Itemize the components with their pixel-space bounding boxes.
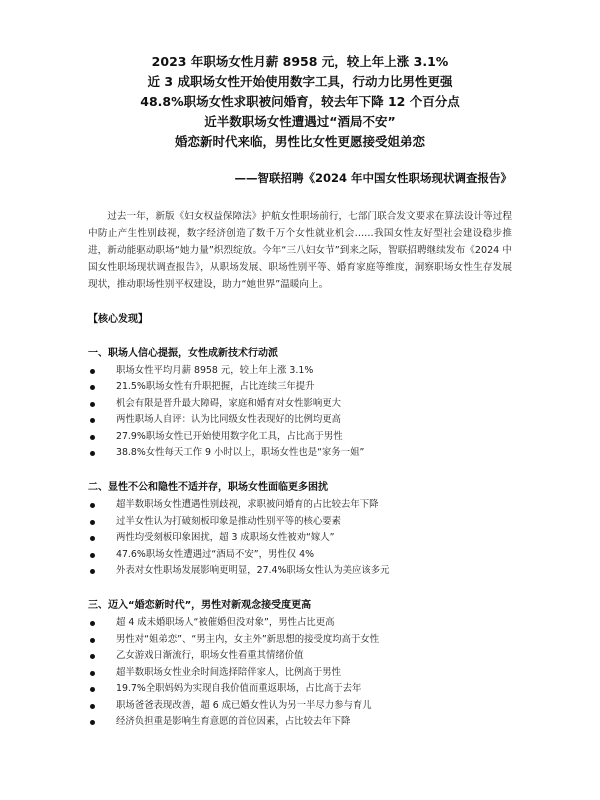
- section-title: 三、迈入“婚恋新时代”，男性对新观念接受度更高: [88, 600, 312, 612]
- bullet-list: [88, 363, 512, 461]
- bullet-item: 超半数职场女性业余时间选择陪伴家人，比例高于男性: [88, 665, 512, 681]
- bullet-item: 47.6%职场女性遭遇过“酒局不安”，男性仅 4%: [88, 547, 512, 563]
- findings-section-1: [88, 346, 512, 461]
- bullet-list: [88, 615, 512, 730]
- bullet-item: 职场爸爸表现改善，超 6 成已婚女性认为另一半尽力参与育儿: [88, 698, 512, 714]
- headline: 近 3 成职场女性开始使用数字工具，行动力比男性更强: [147, 74, 453, 89]
- bullet-item: 38.8%女性每天工作 9 小时以上，职场女性也是“家务一姐”: [88, 445, 512, 461]
- bullet-item: 两性均受刻板印象困扰，超 3 成职场女性被劝“嫁人”: [88, 530, 512, 546]
- bullet-item: 两性职场人自评：认为比同级女性表现好的比例均更高: [88, 412, 512, 428]
- core-findings-title: 【核心发现】: [88, 314, 148, 325]
- headline: 2023 年职场女性月薪 8958 元，较上年上涨 3.1%: [151, 54, 449, 69]
- intro-paragraph: 过去一年，新版《妇女权益保障法》护航女性职场前行，七部门联合发文要求在算法设计等过程中防止产生性别歧视，数字经济创造了数千万个女性就业机会……我国女性友好型社会建设稳步推进，新动能驱动职场“她力量”炽烈绽放。今年“三八妇女节”到来之际，智联招聘继续发布《2024 中国女性职场现状调查报告》，从职场发展、职场性别平等、婚育家庭等维度，洞察职场女性生存发展现状，推动职场性别平权建设，助力“她世界”温暖向上。: [88, 211, 512, 290]
- bullet-item: 乙女游戏日渐流行，职场女性看重其情绪价值: [88, 648, 512, 664]
- bullet-item: 男性对“姐弟恋”、“男主内，女主外”新思想的接受度均高于女性: [88, 632, 512, 648]
- bullet-list: [88, 497, 512, 579]
- bullet-item: 21.5%职场女性有升职把握，占比连续三年提升: [88, 379, 512, 395]
- headline: 48.8%职场女性求职被问婚育，较去年下降 12 个百分点: [140, 94, 460, 109]
- bullet-item: 外表对女性职场发展影响更明显，27.4%职场女性认为美应该多元: [88, 563, 512, 579]
- bullet-item: 超半数职场女性遭遇性别歧视，求职被问婚育的占比较去年下降: [88, 497, 512, 513]
- headline: 婚恋新时代来临，男性比女性更愿接受姐弟恋: [174, 134, 425, 149]
- bullet-item: 过半女性认为打破刻板印象是推动性别平等的核心要素: [88, 514, 512, 530]
- findings-section-3: [88, 598, 512, 730]
- bullet-item: 超 4 成未婚职场人“被催婚但没对象”，男性占比更高: [88, 615, 512, 631]
- source-attribution: ——智联招聘《2024 年中国女性职场现状调查报告》: [234, 171, 512, 185]
- section-title: 一、职场人信心提振，女性成新技术行动派: [88, 348, 278, 359]
- headline: 近半数职场女性遭遇过“酒局不安”: [204, 114, 396, 129]
- bullet-item: 机会有限是晋升最大障碍，家庭和婚育对女性影响更大: [88, 396, 512, 412]
- findings-section-2: [88, 480, 512, 579]
- bullet-item: 19.7%全职妈妈为实现自我价值而重返职场，占比高于去年: [88, 681, 512, 697]
- bullet-item: 职场女性平均月薪 8958 元，较上年上涨 3.1%: [88, 363, 512, 379]
- headline-block: [88, 0, 512, 152]
- section-title: 二、显性不公和隐性不适并存，职场女性面临更多困扰: [88, 482, 328, 494]
- bullet-item: 经济负担重是影响生育意愿的首位因素，占比较去年下降: [88, 714, 512, 730]
- bullet-item: 27.9%职场女性已开始使用数字化工具，占比高于男性: [88, 429, 512, 445]
